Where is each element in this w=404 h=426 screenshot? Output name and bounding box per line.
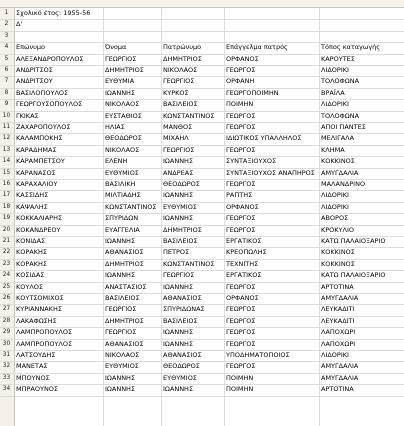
table-cell[interactable]: ΛΙΔΟΡΙΚΙ bbox=[321, 66, 349, 74]
table-cell[interactable]: ΒΑΣΙΛΕΙΟΣ bbox=[163, 100, 198, 109]
table-cell[interactable]: ΟΡΦΑΝΗ bbox=[226, 77, 255, 86]
row-number[interactable]: 23 bbox=[2, 260, 11, 267]
table-cell[interactable]: ΓΕΩΡΓΟΣ bbox=[226, 282, 256, 291]
row-number[interactable]: 27 bbox=[2, 306, 11, 313]
table-cell[interactable]: ΚΟΝΙΔΑΣ bbox=[16, 237, 46, 245]
table-cell[interactable]: ΚΑΡΑΝΑΣΟΣ bbox=[16, 168, 56, 177]
row-number[interactable]: 15 bbox=[2, 169, 11, 176]
table-cell[interactable]: ΚΑΨΑΛΗΣ bbox=[16, 202, 48, 211]
table-cell[interactable]: ΝΙΚΟΛΑΟΣ bbox=[105, 145, 140, 154]
table-cell[interactable]: ΚΟΚΚΙΝΟΣ bbox=[321, 157, 355, 166]
table-cell[interactable]: ΘΕΟΔΩΡΟΣ bbox=[163, 362, 200, 371]
table-cell[interactable]: ΙΩΑΝΝΗΣ bbox=[163, 214, 194, 223]
table-cell[interactable]: ΚΟΚΚΙΝΟΣ bbox=[321, 248, 355, 257]
table-cell[interactable]: ΑΜΥΓΔΑΛΙΑ bbox=[321, 362, 359, 371]
table-cell[interactable]: ΜΠΡΑΟΥΝΟΣ bbox=[16, 385, 59, 394]
row-number[interactable]: 14 bbox=[2, 158, 11, 165]
table-cell[interactable]: ΚΑΤΩ ΠΑΛΑΙΟΞΑΡΙΟ bbox=[321, 271, 386, 280]
row-number[interactable]: 32 bbox=[2, 363, 11, 370]
row-number[interactable]: 17 bbox=[2, 192, 11, 199]
row-number[interactable]: 16 bbox=[2, 181, 11, 187]
table-cell[interactable]: ΕΥΘΥΜΙΟΣ bbox=[105, 362, 139, 371]
table-cell[interactable]: ΑΡΤΟΤΙΝΑ bbox=[321, 282, 354, 291]
row-number[interactable]: 5 bbox=[4, 55, 9, 62]
sheet-title[interactable]: Σχολικό έτος: 1955-56 bbox=[16, 9, 91, 17]
table-cell[interactable]: ΑΠΟΙ ΠΑΝΤΕΣ bbox=[321, 123, 366, 131]
table-cell[interactable]: ΤΟΛΟΦΩΝΑ bbox=[321, 111, 360, 120]
table-cell[interactable]: ΓΕΩΡΓΟΣ bbox=[226, 123, 256, 131]
table-cell[interactable]: ΚΟΚΚΑΛΙΑΡΗΣ bbox=[16, 214, 63, 223]
table-cell[interactable]: ΛΑΜΠΡΟΠΟΥΛΟΣ bbox=[16, 328, 73, 337]
table-cell[interactable]: ΙΩΑΝΝΗΣ bbox=[105, 271, 136, 280]
table-cell[interactable]: ΛΑΠΟΧΩΡΙ bbox=[321, 339, 356, 348]
table-cell[interactable]: ΚΟΡΑΚΗΣ bbox=[16, 248, 48, 257]
table-cell[interactable]: ΓΕΩΡΓΟΣ bbox=[226, 305, 256, 314]
table-cell[interactable]: ΑΘΑΝΑΣΙΟΣ bbox=[163, 351, 202, 359]
table-cell[interactable]: ΛΙΔΟΡΙΚΙ bbox=[321, 202, 349, 211]
table-cell[interactable]: ΙΩΑΝΝΗΣ bbox=[163, 339, 194, 348]
table-cell[interactable]: ΤΟΛΟΦΩΝΑ bbox=[321, 77, 360, 86]
table-cell[interactable]: ΔΗΜΗΤΡΙΟΣ bbox=[163, 54, 202, 63]
table-cell[interactable]: ΠΟΙΜΗΝ bbox=[226, 373, 254, 382]
table-cell[interactable]: ΓΕΩΡΓΟΣ bbox=[226, 225, 256, 234]
row-number[interactable]: 13 bbox=[2, 146, 11, 153]
table-cell[interactable]: ΑΝΔΡΙΤΣΟΣ bbox=[16, 66, 53, 74]
table-cell[interactable]: ΚΡΟΚΥΛΙΟ bbox=[321, 225, 355, 234]
row-number[interactable]: 22 bbox=[2, 249, 11, 256]
table-cell[interactable]: ΒΑΣΙΛΕΙΟΣ bbox=[163, 237, 198, 245]
table-cell[interactable]: ΛΑΚΑΦΩΣΗΣ bbox=[16, 316, 57, 325]
table-cell[interactable]: ΒΑΣΙΛΟΠΟΥΛΟΣ bbox=[16, 88, 69, 97]
table-cell[interactable]: ΜΑΛΑΝΔΡΙΝΟ bbox=[321, 180, 366, 188]
table-cell[interactable]: ΙΩΑΝΝΗΣ bbox=[105, 385, 136, 394]
column-header-cell[interactable]: Επώνυμο bbox=[16, 43, 45, 52]
table-cell[interactable]: ΑΒΟΡΟΣ bbox=[321, 214, 349, 223]
table-cell[interactable]: ΚΥΡΙΑΝΝΑΚΗΣ bbox=[16, 305, 62, 314]
table-cell[interactable]: ΓΕΩΡΓΙΟΣ bbox=[163, 145, 195, 154]
table-cell[interactable]: ΚΥΡΚΟΣ bbox=[163, 88, 189, 97]
table-cell[interactable]: ΕΥΘΥΜΙΟΣ bbox=[105, 168, 139, 177]
table-cell[interactable]: ΚΑΤΩ ΠΑΛΑΙΟΞΑΡΙΟ bbox=[321, 237, 386, 245]
table-cell[interactable]: ΘΕΟΔΩΡΟΣ bbox=[163, 180, 200, 188]
table-cell[interactable]: ΛΑΜΠΡΟΠΟΥΛΟΣ bbox=[16, 339, 73, 348]
sheet-row bbox=[0, 384, 404, 396]
table-cell[interactable]: ΚΩΝΣΤΑΝΤΙΝΟΣ bbox=[105, 202, 157, 211]
table-cell[interactable]: ΚΟΚΑΝΔΡΕΟΥ bbox=[16, 225, 61, 234]
table-cell[interactable]: ΜΑΝΕΤΑΣ bbox=[16, 362, 48, 371]
table-cell[interactable]: ΓΕΩΡΓΙΟΣ bbox=[163, 77, 195, 86]
table-cell[interactable]: ΜΑΝΘΟΣ bbox=[163, 123, 193, 131]
table-cell[interactable]: ΕΡΓΑΤΙΚΟΣ bbox=[226, 271, 262, 280]
row-number[interactable]: 3 bbox=[4, 32, 9, 39]
table-cell[interactable]: ΙΩΑΝΝΗΣ bbox=[163, 282, 194, 291]
table-cell[interactable]: ΓΕΩΡΓΙΟΣ bbox=[105, 54, 137, 63]
table-cell[interactable]: ΣΠΥΡΙΔΩΝΑΣ bbox=[163, 305, 205, 314]
table-cell[interactable]: ΛΕΥΚΑΔΙΤΙ bbox=[321, 305, 355, 314]
table-cell[interactable]: ΔΗΜΗΤΡΙΟΣ bbox=[105, 259, 144, 268]
table-cell[interactable]: ΠΟΙΜΗΝ bbox=[226, 100, 254, 109]
table-cell[interactable]: ΚΟΡΑΚΗΣ bbox=[16, 259, 48, 268]
table-cell[interactable]: ΑΝΔΡΙΤΣΟΥ bbox=[16, 77, 53, 86]
table-cell[interactable]: ΔΗΜΗΤΡΙΟΣ bbox=[105, 66, 144, 74]
table-cell[interactable]: ΙΔΙΩΤΙΚΟΣ ΥΠΑΛΛΗΛΟΣ bbox=[226, 134, 302, 143]
row-number[interactable]: 2 bbox=[4, 21, 9, 28]
table-cell[interactable]: ΑΘΑΝΑΣΙΟΣ bbox=[105, 248, 144, 257]
table-cell[interactable]: ΚΑΡΑΜΠΕΤΣΟΥ bbox=[16, 157, 65, 166]
row-number[interactable]: 33 bbox=[2, 374, 11, 381]
table-cell[interactable]: ΠΕΤΡΟΣ bbox=[163, 248, 190, 257]
table-cell[interactable]: ΝΙΚΟΛΑΟΣ bbox=[163, 66, 198, 74]
table-cell[interactable]: ΣΥΝΤΑΞΙΟΥΧΟΣ ΑΝΑΠΗΡΟΣ bbox=[226, 168, 315, 177]
table-cell[interactable]: ΤΕΧΝΙΤΗΣ bbox=[226, 259, 259, 268]
table-cell[interactable]: ΖΑΧΑΡΟΠΟΥΛΟΣ bbox=[16, 123, 71, 131]
table-cell[interactable]: ΒΑΣΙΛΕΙΟΣ bbox=[163, 316, 198, 325]
table-cell[interactable]: ΕΥΘΥΜΙΟΣ bbox=[163, 202, 197, 211]
table-cell[interactable]: ΔΗΜΗΤΡΙΟΣ bbox=[105, 316, 144, 325]
row-number[interactable]: 8 bbox=[4, 89, 9, 96]
table-cell[interactable]: ΓΕΩΡΓΟΥΣΟΠΟΥΛΟΣ bbox=[16, 100, 83, 109]
column-header-cell[interactable]: Επάγγελμα πατρός bbox=[226, 43, 288, 52]
table-cell[interactable]: ΔΗΜΗΤΡΙΟΣ bbox=[163, 225, 202, 234]
table-cell[interactable]: ΛΙΔΟΡΙΚΙ bbox=[321, 191, 349, 200]
table-cell[interactable]: ΥΠΟΔΗΜΑΤΟΠΟΙΟΣ bbox=[226, 351, 290, 359]
table-cell[interactable]: ΙΩΑΝΝΗΣ bbox=[105, 237, 136, 245]
class-label[interactable]: Δ' bbox=[16, 20, 23, 29]
table-cell[interactable]: ΓΕΩΡΓΙΟΣ bbox=[105, 305, 137, 314]
row-number[interactable]: 26 bbox=[2, 295, 11, 301]
table-cell[interactable]: ΒΑΣΙΛΕΙΟΣ bbox=[105, 294, 140, 302]
table-cell[interactable]: ΓΕΩΡΓΟΣ bbox=[226, 111, 256, 120]
table-cell[interactable]: ΜΙΛΤΙΑΔΗΣ bbox=[105, 191, 141, 200]
table-cell[interactable]: ΑΜΥΓΔΑΛΙΑ bbox=[321, 373, 359, 382]
table-cell[interactable]: ΓΕΩΡΓΟΣ bbox=[226, 180, 256, 188]
table-cell[interactable]: ΙΩΑΝΝΗΣ bbox=[163, 157, 194, 166]
row-number[interactable]: 11 bbox=[2, 124, 11, 130]
table-cell[interactable]: ΙΩΑΝΝΗΣ bbox=[105, 373, 136, 382]
table-cell[interactable]: ΚΑΛΑΜΠΟΚΗΣ bbox=[16, 134, 63, 143]
row-number[interactable]: 25 bbox=[2, 283, 11, 290]
table-cell[interactable]: ΓΕΩΡΓΟΣ bbox=[226, 328, 256, 337]
table-cell[interactable]: ΓΕΩΡΓΟΣ bbox=[226, 339, 256, 348]
row-number[interactable]: 12 bbox=[2, 135, 11, 142]
table-cell[interactable]: ΓΕΩΡΓΟΣ bbox=[226, 66, 256, 74]
row-number[interactable]: 28 bbox=[2, 317, 11, 324]
table-cell[interactable]: ΕΥΘΥΜΙΑ bbox=[105, 77, 135, 86]
table-cell[interactable]: ΛΙΔΟΡΙΚΙ bbox=[321, 351, 349, 359]
column-header-cell[interactable]: Πατρώνυμο bbox=[163, 43, 202, 52]
table-cell[interactable]: ΓΕΩΡΓΟΠΟΙΜΗΝ bbox=[226, 88, 279, 97]
table-cell[interactable]: ΙΩΑΝΝΗΣ bbox=[163, 385, 194, 394]
table-cell[interactable]: ΛΑΠΟΧΩΡΙ bbox=[321, 328, 356, 337]
table-cell[interactable]: ΚΑΡΟΥΤΕΣ bbox=[321, 54, 355, 63]
row-number[interactable]: 6 bbox=[4, 67, 9, 73]
row-number[interactable]: 7 bbox=[4, 78, 9, 85]
row-number[interactable]: 34 bbox=[2, 386, 11, 393]
table-cell[interactable]: ΚΩΝΣΤΑΝΤΙΝΟΣ bbox=[163, 111, 215, 120]
row-number[interactable]: 24 bbox=[2, 272, 11, 279]
table-cell[interactable]: ΕΛΕΝΗ bbox=[105, 157, 128, 166]
table-cell[interactable]: ΚΟΥΛΟΣ bbox=[16, 282, 44, 291]
table-cell[interactable]: ΠΟΙΜΗΝ bbox=[226, 385, 254, 394]
row-number[interactable]: 4 bbox=[4, 44, 9, 51]
row-number[interactable]: 20 bbox=[2, 226, 11, 233]
table-cell[interactable]: ΟΡΦΑΝΟΣ bbox=[226, 54, 259, 63]
table-cell[interactable]: ΝΙΚΟΛΑΟΣ bbox=[105, 351, 140, 359]
table-cell[interactable]: ΕΥΘΥΜΙΟΣ bbox=[163, 373, 197, 382]
table-cell[interactable]: ΚΟΥΤΣΟΜΙΧΟΣ bbox=[16, 294, 64, 302]
table-cell[interactable]: ΟΡΦΑΝΟΣ bbox=[226, 294, 259, 302]
table-cell[interactable]: ΑΝΑΣΤΑΣΙΟΣ bbox=[105, 282, 147, 291]
table-cell[interactable]: ΛΕΥΚΑΔΙΤΙ bbox=[321, 316, 355, 325]
row-number[interactable]: 19 bbox=[2, 215, 11, 222]
table-cell[interactable]: ΚΑΡΑΧΑΛΙΟΥ bbox=[16, 180, 58, 188]
table-cell[interactable]: ΛΙΔΟΡΙΚΙ bbox=[321, 100, 349, 109]
table-cell[interactable]: ΚΡΕΟΠΩΛΗΣ bbox=[226, 248, 267, 257]
table-cell[interactable]: ΚΟΚΚΙΝΟΣ bbox=[321, 259, 355, 268]
table-cell[interactable]: ΚΟΣΙΔΑΣ bbox=[16, 271, 45, 280]
table-cell[interactable]: ΙΩΑΝΝΗΣ bbox=[163, 328, 194, 337]
table-cell[interactable]: ΓΕΩΡΓΟΣ bbox=[226, 145, 256, 154]
table-cell[interactable]: ΒΑΣΙΛΙΚΗ bbox=[105, 180, 136, 188]
row-number[interactable]: 10 bbox=[2, 112, 11, 119]
row-number[interactable]: 9 bbox=[4, 101, 9, 108]
table-cell[interactable]: ΓΕΩΡΓΙΟΣ bbox=[105, 328, 137, 337]
column-header-cell[interactable]: Όνομα bbox=[105, 43, 127, 52]
table-cell[interactable]: ΑΜΥΓΔΑΛΙΑ bbox=[321, 294, 359, 302]
row-number[interactable]: 29 bbox=[2, 329, 11, 336]
table-cell[interactable]: ΙΩΑΝΝΗΣ bbox=[163, 191, 194, 200]
table-cell[interactable]: ΣΥΝΤΑΞΙΟΥΧΟΣ bbox=[226, 157, 277, 166]
column-header-bar bbox=[0, 0, 404, 8]
table-cell[interactable]: ΛΑΤΣΟΥΔΗΣ bbox=[16, 351, 56, 359]
table-cell[interactable]: ΚΑΡΑΔΗΜΑΣ bbox=[16, 145, 57, 154]
row-number[interactable]: 30 bbox=[2, 340, 11, 347]
table-cell[interactable]: ΓΕΩΡΓΙΟΣ bbox=[163, 271, 195, 280]
table-cell[interactable]: ΑΝΔΡΕΑΣ bbox=[163, 168, 194, 177]
table-cell[interactable]: ΑΡΤΟΤΙΝΑ bbox=[321, 385, 354, 394]
table-cell[interactable]: ΜΕΛΙΓΑΛΑ bbox=[321, 134, 355, 143]
table-cell[interactable]: ΚΑΣΣΙΔΗΣ bbox=[16, 191, 49, 200]
table-cell[interactable]: ΓΚΙΚΑΣ bbox=[16, 111, 39, 120]
table-cell[interactable]: ΑΘΑΝΑΣΙΟΣ bbox=[163, 294, 202, 302]
column-header-cell[interactable]: Τόπος καταγωγής bbox=[321, 43, 381, 52]
table-cell[interactable]: ΒΡΑΪΛΑ bbox=[321, 88, 345, 97]
table-cell[interactable]: ΑΘΑΝΑΣΙΟΣ bbox=[105, 339, 144, 348]
table-cell[interactable]: ΝΙΚΟΛΑΟΣ bbox=[105, 100, 140, 109]
table-cell[interactable]: ΕΥΣΤΑΘΙΟΣ bbox=[105, 111, 142, 120]
table-cell[interactable]: ΕΡΓΑΤΙΚΟΣ bbox=[226, 237, 262, 245]
table-cell[interactable]: ΙΩΑΝΝΗΣ bbox=[105, 88, 136, 97]
row-number[interactable]: 1 bbox=[4, 10, 9, 16]
table-cell[interactable]: ΕΥΑΓΓΕΛΙΑ bbox=[105, 225, 140, 234]
row-number[interactable]: 31 bbox=[2, 352, 11, 358]
table-cell[interactable]: ΜΙΧΑΗΛ bbox=[163, 134, 189, 143]
table-cell[interactable]: ΟΡΦΑΝΟΣ bbox=[226, 202, 259, 211]
table-cell[interactable]: ΓΕΩΡΓΟΣ bbox=[226, 214, 256, 223]
table-cell[interactable]: ΚΛΗΜΑ bbox=[321, 145, 345, 154]
table-cell[interactable]: ΓΕΩΡΓΟΣ bbox=[226, 362, 256, 371]
table-cell[interactable]: ΡΑΠΤΗΣ bbox=[226, 191, 253, 200]
table-cell[interactable]: ΜΠΟΥΝΟΣ bbox=[16, 373, 50, 382]
table-cell[interactable]: ΘΕΟΔΩΡΟΣ bbox=[105, 134, 142, 143]
table-cell[interactable]: ΗΛΙΑΣ bbox=[105, 123, 125, 131]
table-cell[interactable]: ΑΜΥΓΔΑΛΙΑ bbox=[321, 168, 359, 177]
row-number[interactable]: 18 bbox=[2, 203, 11, 210]
table-cell[interactable]: ΚΩΝΣΤΑΝΤΙΝΟΣ bbox=[163, 259, 215, 268]
row-number[interactable]: 21 bbox=[2, 238, 11, 244]
table-cell[interactable]: ΣΠΥΡΙΔΩΝ bbox=[105, 214, 139, 223]
table-cell[interactable]: ΑΛΕΞΑΝΔΡΟΠΟΥΛΟΣ bbox=[16, 54, 84, 63]
table-cell[interactable]: ΓΕΩΡΓΟΣ bbox=[226, 316, 256, 325]
